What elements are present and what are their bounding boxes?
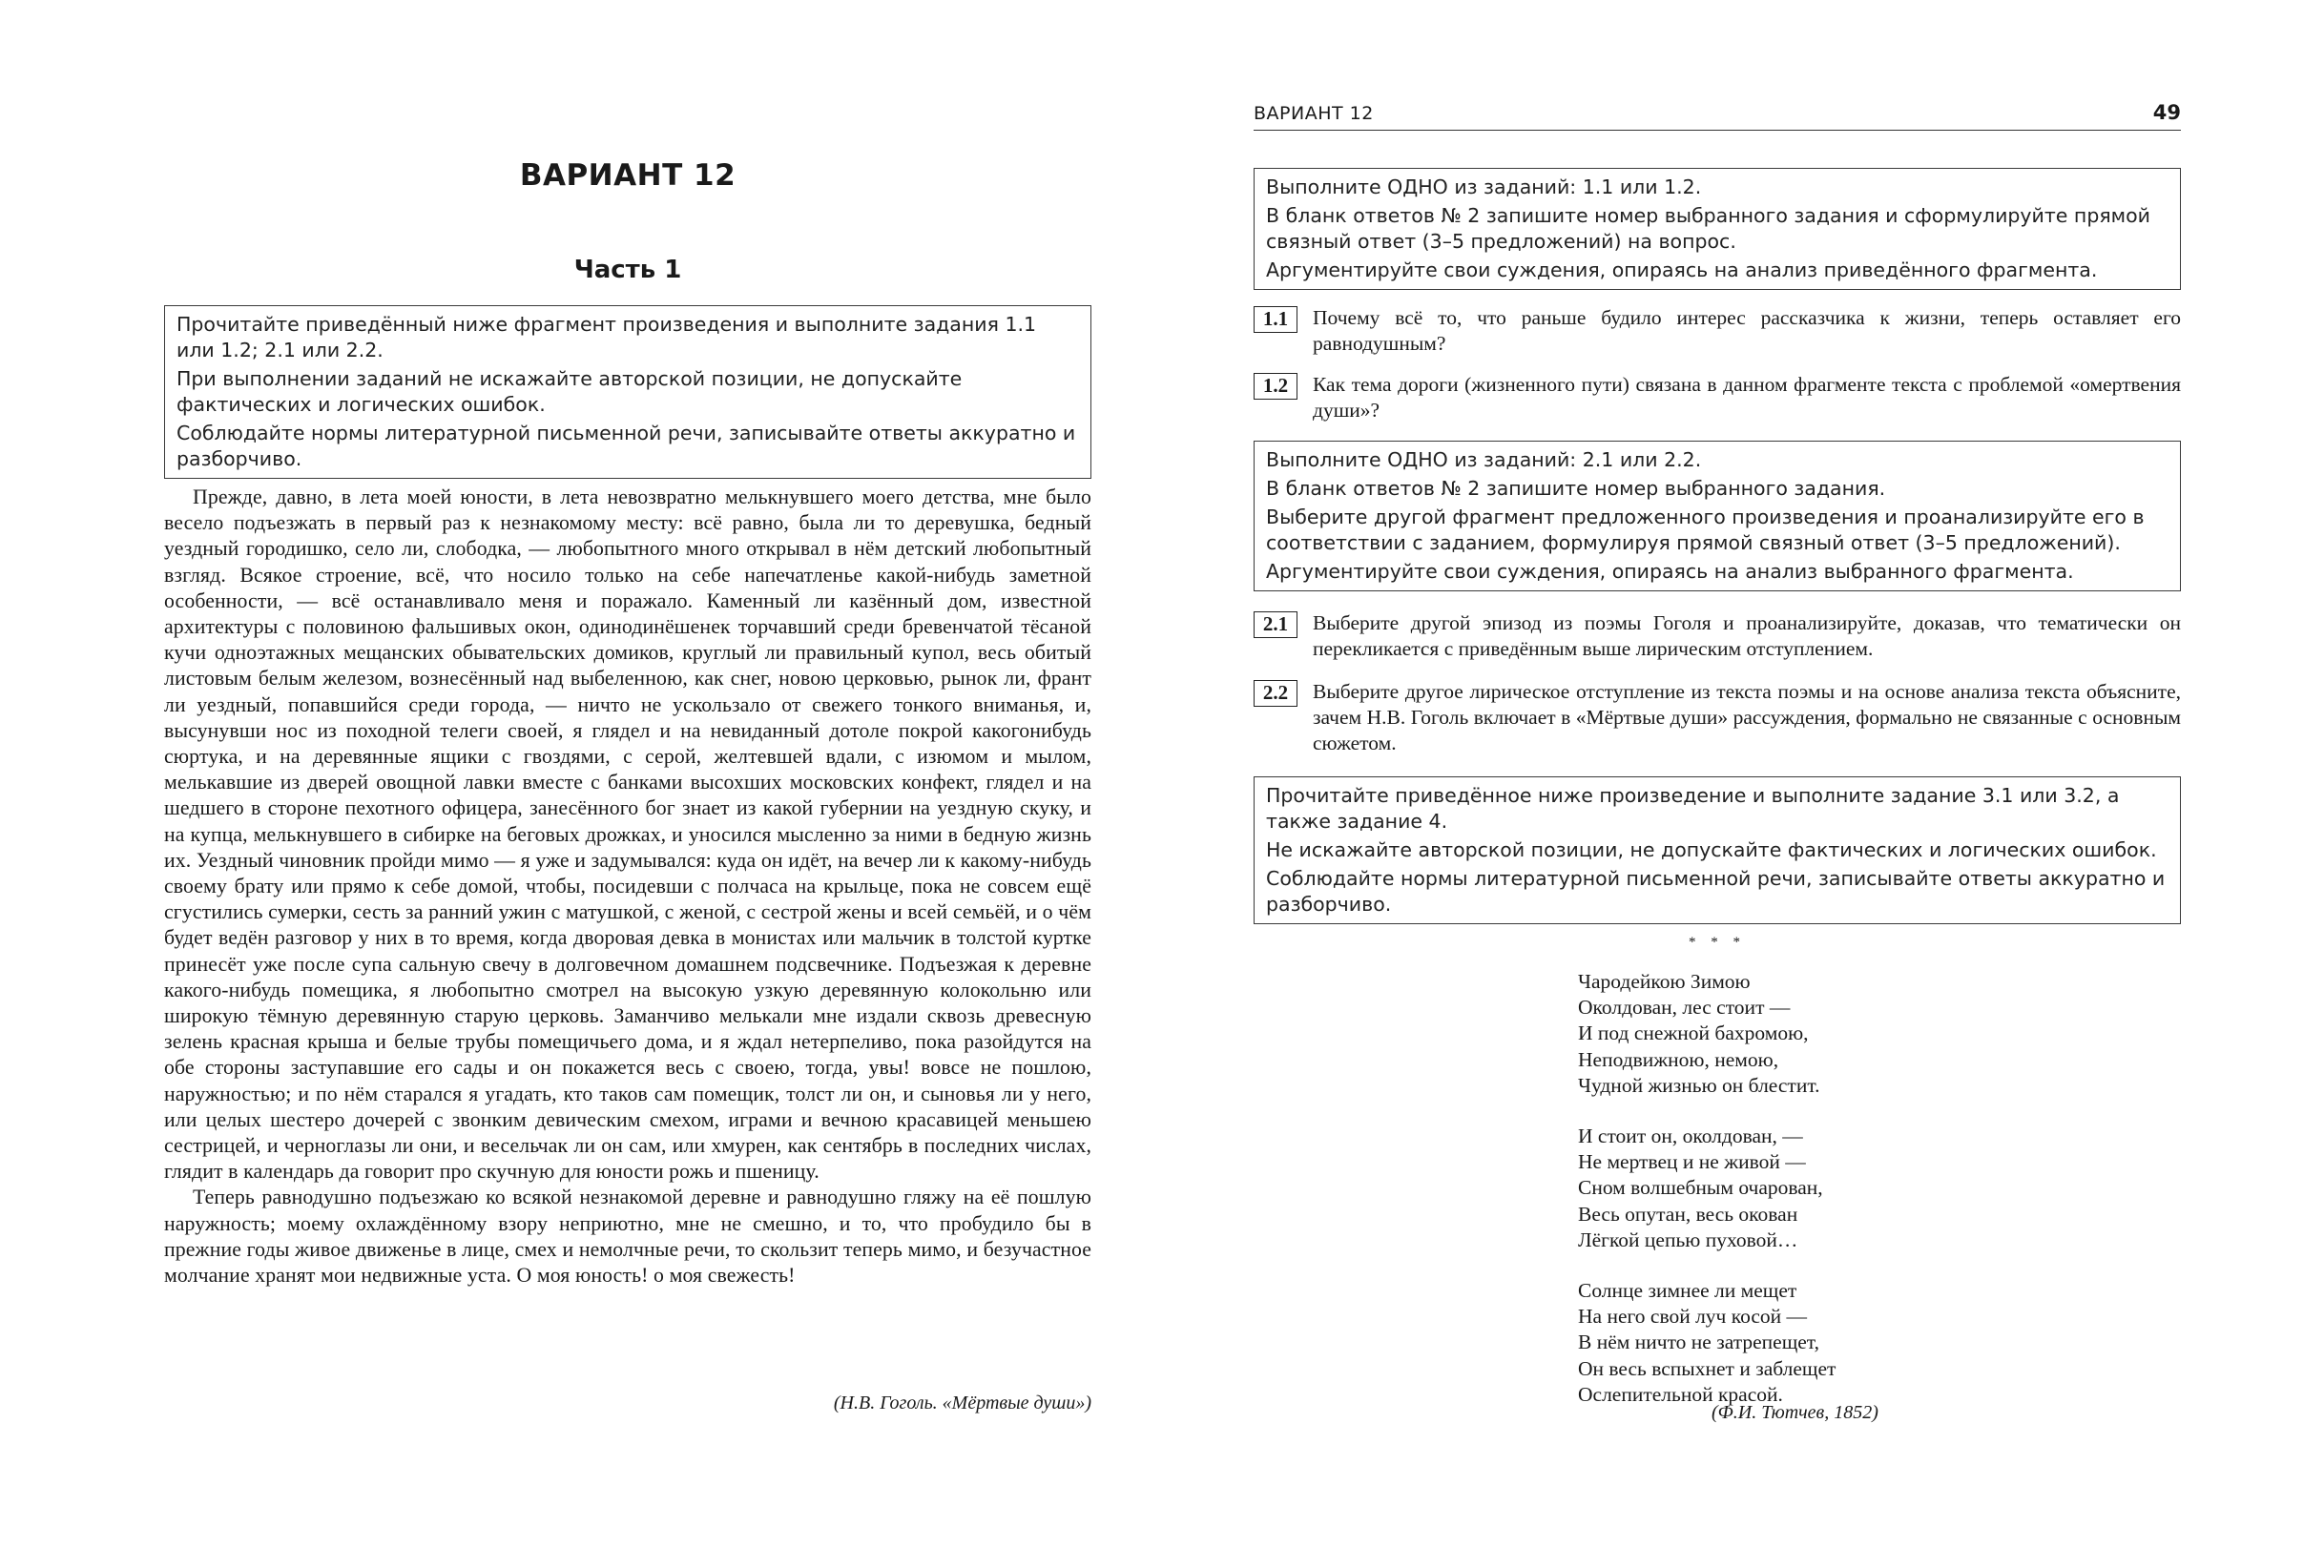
instructions-box-2 [1254,441,2181,591]
poem-asterisks: * * * [1689,935,1746,950]
instructions-box-3 [1254,776,2181,924]
poem-line: Неподвижною, немою, [1578,1047,1779,1071]
task-text: Как тема дороги (жизненного пути) связана в данном фрагменте текста с проблемой «омертвения души»? [1313,373,2181,422]
left-page [164,0,1091,1568]
page-number: 49 [2152,101,2181,124]
poem-line: И стоит он, околдован, — [1578,1124,1803,1148]
prose-text [164,485,1091,1289]
poem-stanza [1578,1278,1836,1408]
running-header [1254,101,2181,131]
instruction-line: Выберите другой фрагмент предложенного произведения и проанализируйте его в соответствии с заданием, формулируя прямой связный ответ (3–5 предложений). [1266,505,2145,554]
prose-attribution: (Н.В. Гоголь. «Мёртвые души») [833,1393,1091,1413]
instruction-line: Выполните ОДНО из заданий: 2.1 или 2.2. [1266,448,1702,471]
instruction-line: Соблюдайте нормы литературной письменной речи, записывайте ответы аккуратно и разборчиво. [1266,867,2166,916]
task-2-2 [1254,679,2181,756]
instruction-line: В бланк ответов № 2 запишите номер выбранного задания. [1266,477,1886,500]
poem-line: Весь опутан, весь окован [1578,1202,1798,1226]
right-page [1254,0,2181,1568]
prose-paragraph: Прежде, давно, в лета моей юности, в лета невозвратно мелькнувшего моего детства, мне было весело подъезжать в первый раз к незнакомому месту: всё равно, была ли то деревушка, бедный уездный городишко, село ли, слободка, — любопытного много открывал в нём детский любопытный взгляд. Всякое строение, всё, что носило только на себе напечатленье какой-нибудь заметной особенности, — всё останавливало меня и поражало. Каменный ли казённый дом, известной архитектуры с половиною фальшивых окон, одинодинёшенек торчавший среди бревенчатой тёсаной кучи одноэтажных мещанских обывательских домиков, круглый ли правильный купол, весь обитый листовым белым железом, вознесённый над выбеленною, как снег, новою церковью, рынок ли, франт ли уездный, попавшийся среди города, — ничто не ускользало от свежего тонкого вниманья, и, высунувши нос из походной телеги своей, я глядел и на невиданный дотоле покрой какогонибудь сюртука, и на деревянные ящики с гвоздями, с серой, желтевшей вдали, с изюмом и мылом, мелькавшие из дверей овощной лавки вместе с банками высохших московских конфект, глядел и на шедшего в стороне пехотного офицера, занесённого бог знает из какой губернии на уездную скуку, и на купца, мелькнувшего в сибирке на беговых дрожках, и уносился мысленно за ними в бедную жизнь их. Уездный чиновник пройди мимо — я уже и задумывался: куда он идёт, на вечер ли к какому-нибудь своему брату или прямо к себе домой, чтобы, посидевши с полчаса на крыльце, пока не совсем ещё сгустились сумерки, сесть за ранний ужин с матушкой, с женой, с сестрой жены и всей семьёй, и о чём будет ведён разговор у них в то время, когда дворовая девка в монистах или мальчик в толстой куртке принесёт уже после супа сальную свечу в долговечном домашнем подсвечнике. Подъезжая к деревне какого-нибудь помещика, я любопытно смотрел на высокую узкую деревянную колокольню или широкую тёмную деревянную старую церковь. Заманчиво мелькали мне издали сквозь древесную зелень красная крыша и белые трубы помещичьего дома, и я ждал нетерпеливо, пока разойдутся на обе стороны заступавшие его сады и он покажется весь с своею, тогда, увы! вовсе не пошлою, наружностью; и по нём старался я угадать, кто таков сам помещик, толст ли он, и сыновья ли у него, или целых шестеро дочерей с звонким девическим смехом, играми и вечною красавицей меньшею сестрицей, и черноглазы ли они, и весельчак ли он сам, или хмурен, как сентябрь в последних числах, глядит в календарь да говорит про скучную для юности рожь и пшеницу. [164,485,1091,1184]
poem-stanza [1578,1124,1836,1253]
poem-line: И под снежной бахромою, [1578,1021,1809,1045]
poem-line: Чародейкою Зимою [1578,970,1751,993]
instruction-line: Аргументируйте свои суждения, опираясь на анализ выбранного фрагмента. [1266,560,2074,583]
task-number: 1.1 [1254,306,1297,333]
poem-line: Сном волшебным очарован, [1578,1176,1823,1200]
instructions-box [164,305,1091,479]
task-number: 2.2 [1254,680,1297,707]
instruction-line: Соблюдайте нормы литературной письменной речи, записывайте ответы аккуратно и разборчиво. [176,422,1076,470]
instructions-box-1 [1254,168,2181,290]
task-1-2 [1254,372,2181,423]
poem-stanza [1578,969,1836,1099]
poem-line: В нём ничто не затрепещет, [1578,1331,1819,1354]
task-text: Выберите другое лирическое отступление из текста поэмы и на основе анализа текста объясните, зачем Н.В. Гоголь включает в «Мёртвые души» рассуждения, формально не связанные с основным сюжетом. [1313,680,2181,754]
instruction-line: Выполните ОДНО из заданий: 1.1 или 1.2. [1266,175,1702,198]
poem-attribution: (Ф.И. Тютчев, 1852) [1712,1402,1878,1423]
instruction-line: Прочитайте приведённый ниже фрагмент произведения и выполните задания 1.1 или 1.2; 2.1 или 2.2. [176,313,1037,361]
task-number: 2.1 [1254,611,1297,638]
task-text: Почему всё то, что раньше будило интерес рассказчика к жизни, теперь оставляет его равнодушным? [1313,306,2181,355]
poem-line: Лёгкой цепью пуховой… [1578,1228,1798,1251]
instruction-line: При выполнении заданий не искажайте авторской позиции, не допускайте фактических и логических ошибок. [176,367,963,416]
part-title: Часть 1 [573,256,682,284]
poem-line: Околдован, лес стоит — [1578,996,1791,1020]
instruction-line: Прочитайте приведённое ниже произведение и выполните задание 3.1 или 3.2, а также задание 4. [1266,784,2120,833]
poem-line: Чудной жизнью он блестит. [1578,1073,1820,1097]
poem-line: На него свой луч косой — [1578,1305,1808,1329]
prose-paragraph: Теперь равнодушно подъезжаю ко всякой незнакомой деревне и равнодушно гляжу на её пошлую наружность; моему охлаждённому взору неприютно, мне не смешно, и то, что пробудило бы в прежние годы живое движенье в лице, смех и немолчные речи, то скользит теперь мимо, и безучастное молчание хранят мои недвижные уста. О моя юность! о моя свежесть! [164,1186,1091,1288]
task-number: 1.2 [1254,373,1297,400]
instruction-line: Не искажайте авторской позиции, не допускайте фактических и логических ошибок. [1266,838,2157,861]
poem-line: Ослепительной красой. [1578,1382,1783,1406]
poem [1578,969,1836,1433]
poem-line: Солнце зимнее ли мещет [1578,1279,1797,1303]
variant-title: ВАРИАНТ 12 [519,158,737,193]
instruction-line: Аргументируйте свои суждения, опираясь на анализ приведённого фрагмента. [1266,258,2098,281]
task-2-1 [1254,610,2181,662]
running-title: ВАРИАНТ 12 [1254,103,1374,124]
poem-line: Не мертвец и не живой — [1578,1150,1806,1174]
instruction-line: В бланк ответов № 2 запишите номер выбранного задания и сформулируйте прямой связный ответ (3–5 предложений) на вопрос. [1266,204,2151,253]
poem-line: Он весь вспыхнет и заблещет [1578,1356,1836,1380]
task-1-1 [1254,305,2181,357]
task-text: Выберите другой эпизод из поэмы Гоголя и проанализируйте, доказав, что тематически он перекликается с приведённым выше лирическим отступлением. [1313,611,2181,660]
